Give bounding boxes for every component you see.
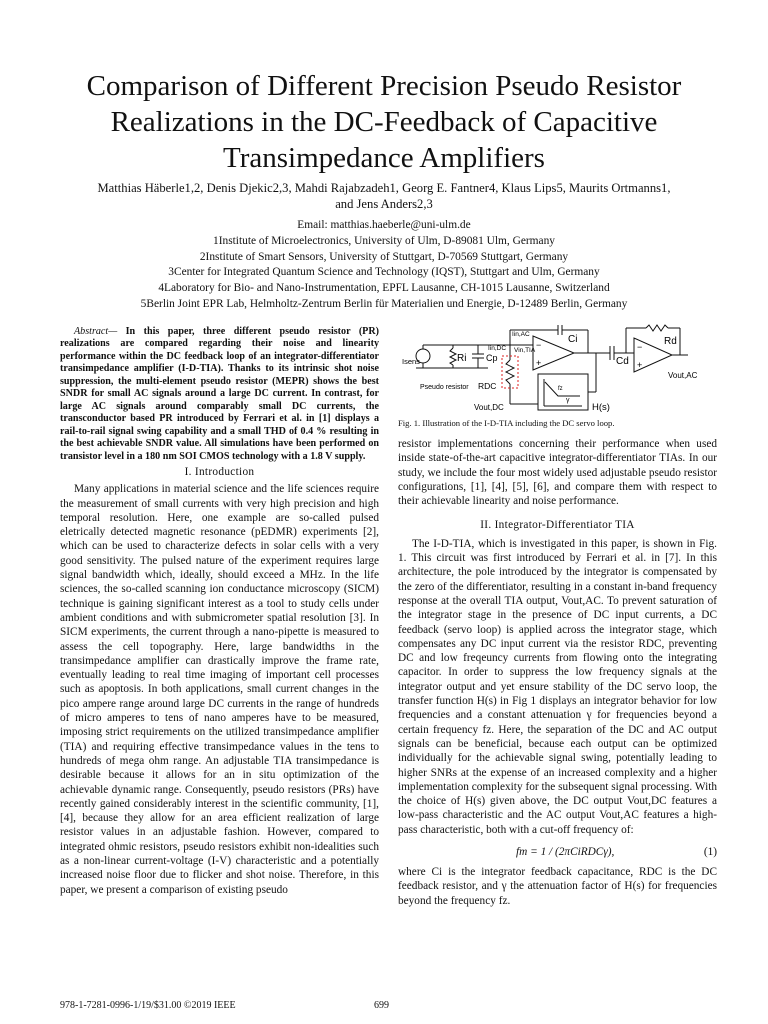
abstract-text: In this paper, three different pseudo resistor (PR) realizations are compared regarding their noise and linearity performance within the DC feedback loop of an integrator-differentiator transimpedance amplifier (I-D-TIA). Thanks to its intrinsic shot noise suppression, the multi-element pseudo resistor (MEPR) shows the best SNDR for small AC signals around a large DC current. In contrast, for large AC signals around comparably small DC currents, the transconductor based PR introduced by Ferrari et al. in [1] displays a rail-to-rail signal swing capability and a small THD of 0.4 % resulting in the best achievable SNDR value. All simulations have been performed on transistor level in a 180 nm SOI CMOS technology with a 1.8 V supply. — [60, 326, 379, 462]
opamp1-plus: + — [536, 358, 542, 368]
paper-title — [40, 68, 728, 176]
abstract — [60, 326, 379, 463]
label-vin-tia: Vin,TIA — [514, 347, 536, 354]
affiliation-3: 3Center for Integrated Quantum Science and Technology (IQST), Stuttgart and Ulm, Germany — [168, 266, 600, 279]
authors-line-1: Matthias Häberle1,2, Denis Djekic2,3, Mahdi Rajabzadeh1, Georg E. Fantner4, Klaus Lips5, Maurits Ortmanns1, — [97, 181, 671, 195]
opamp2-plus: + — [637, 360, 643, 370]
label-ci: Ci — [568, 334, 578, 345]
label-isens: Isens — [402, 357, 420, 366]
introduction-paragraph: Many applications in material science and the life sciences require the measurement of small currents with very high precision and high temporal resolution. Here, one example are so-called pulsed eletrically detected magnetic resonance (pEDMR) experiments [2], which can be used to characterize defects in solar cells with a very good sensitivity. The pulsed nature of the experiment requires large signal bandwidth which, ideally, should exceed a MHz. In the life sciences, the so-called scanning ion conductance microscopy (SICM) technique is gaining significant interest as a tool to study cells under ambient conditions and with submicrometer spatial resolution [3]. In SICM experiments, the current through a nano-pipette is measured to assess the cell topography. Here, large bandwidths in the transimpedance amplifier can drastically improve the frame rate, eventually leading to real time imaging of important cell processes such as apoptosis. In both applications, small current changes in the pico ampere range around large DC currents in the range of hundreds of micro amperes to tens of nano amperes have to be measured, imposing strict requirements on the utilized transimpedance amplifier (TIA) and requiring effective transimpedance values in the tens to hundreds of mega ohm range. An adjustable TIA transimpedance is desirable because it allows for an in situ optimization of the achievable dynamic range. Consequently, pseudo resistors (PRs) have recently gained considerably interest in the scientific community, [1], [4], because they allow for an area efficient realization of large resistor values in an adjustable fashion. However, compared to integrated ohmic resistors, pseudo resistors exhibit non-idealities such as a non-linear current-voltage (I-V) characteristic and a potentially increased noise floor due to flicker and shot noise. Therefore, in this paper, we present a comparison of existing pseudo — [60, 483, 379, 896]
title-line-2: Realizations in the DC-Feedback of Capacitive — [110, 106, 658, 138]
label-hs: H(s) — [592, 402, 610, 413]
section-heading-introduction: I. Introduction — [184, 465, 255, 478]
title-line-1: Comparison of Different Precision Pseudo Resistor — [86, 70, 682, 102]
label-rdc: RDC — [478, 381, 497, 391]
affiliation-5: 5Berlin Joint EPR Lab, Helmholtz-Zentrum Berlin für Materialien und Energie, D-12489 Berlin, Germany — [140, 297, 628, 310]
label-cp: Cp — [486, 353, 498, 363]
affiliation-4: 4Laboratory for Bio- and Nano-Instrumentation, EPFL Lausanne, CH-1015 Lausanne, Switzerland — [158, 282, 610, 295]
figure-1 — [398, 324, 718, 414]
title-line-3: Transimpedance Amplifiers — [223, 142, 545, 174]
left-column — [60, 326, 379, 897]
itia-paragraph: The I-D-TIA, which is investigated in this paper, is shown in Fig. 1. This circuit was first introduced by Ferrari et al. in [7]. In this architecture, the pole introduced by the integrator is compensated by the zero of the differentiator, resulting in a constant in-band frequency response at the overall TIA output, Vout,AC. To prevent saturation of the integrator stage in the presence of DC input currents, a DC feedback (servo loop) is applied across the integrator stage, which compensates any DC input current via the resistor RDC, preventing DC and low freqeuncy currents from flowing onto the integrating capacitor. In order to suppress the low frequency signals at the integrator output and yet ensure stability of the DC servo loop, the transfer function H(s) in Fig 1 displays an integrator behavior for low frequencies and a constant attenuation γ for frequencies beyond a certain frequency fz. Here, the separation of the DC and AC output signals can be beneficial, because each output can be optimized individually for the achievable signal swing, potentially leading to higher SNRs at the expense of an increased complexity and a higher implementation complexity for the subsequent signal processing. With the choice of H(s) given above, the DC output Vout,DC features a low-pass characteristic and the AC output Vout,AC features a high-pass characteristic, both with a cut-off frequency of: — [398, 537, 717, 836]
after-equation-paragraph: where Ci is the integrator feedback capacitance, RDC is the DC feedback resistor, and γ the attenuation factor of H(s) for frequencies beyond the frequency fz. — [398, 866, 717, 907]
author-email: Email: matthias.haeberle@uni-ulm.de — [297, 219, 471, 231]
label-pseudo-resistor: Pseudo resistor — [420, 384, 469, 391]
equation-1 — [398, 841, 717, 865]
label-rd: Rd — [664, 336, 677, 347]
affiliations — [40, 218, 728, 313]
label-iin-dc: Iin,DC — [488, 345, 507, 352]
author-list — [40, 180, 728, 212]
circuit-diagram — [398, 324, 718, 414]
right-column — [398, 437, 717, 908]
abstract-label: Abstract— — [74, 326, 118, 337]
figure-caption: Fig. 1. Illustration of the I-D-TIA including the DC servo loop. — [398, 418, 615, 428]
section-heading-itia: II. Integrator-Differentiator TIA — [480, 519, 635, 532]
label-iin-ac: Iin,AC — [512, 331, 530, 338]
opamp1-minus: − — [536, 340, 542, 350]
label-fz: fz — [558, 386, 563, 392]
opamp2-minus: − — [637, 342, 643, 352]
label-ri: Ri — [457, 353, 467, 364]
page-number: 699 — [374, 1000, 389, 1011]
related-work-paragraph: resistor implementations concerning their performance when used inside state-of-the-art capacitive integrator-differentiator TIAs. In our study, we include the four most widely used adjustable pseudo resistor configurations, [1], [4], [5], [6], and compare them with respect to their achievable linearity and noise performance. — [398, 438, 717, 508]
label-cd: Cd — [616, 356, 629, 367]
label-vout-ac: Vout,AC — [668, 371, 698, 380]
affiliation-2: 2Institute of Smart Sensors, University of Stuttgart, D-70569 Stuttgart, Germany — [199, 250, 569, 263]
equation-number: (1) — [703, 846, 717, 859]
copyright-footer: 978-1-7281-0996-1/19/$31.00 ©2019 IEEE — [60, 1000, 236, 1011]
label-vout-dc: Vout,DC — [474, 403, 504, 412]
authors-line-2: and Jens Anders2,3 — [335, 197, 433, 211]
label-gamma: γ — [566, 397, 570, 404]
equation-body: fm = 1 / (2πCiRDCγ), — [516, 846, 615, 859]
affiliation-1: 1Institute of Microelectronics, University of Ulm, D-89081 Ulm, Germany — [213, 234, 555, 247]
